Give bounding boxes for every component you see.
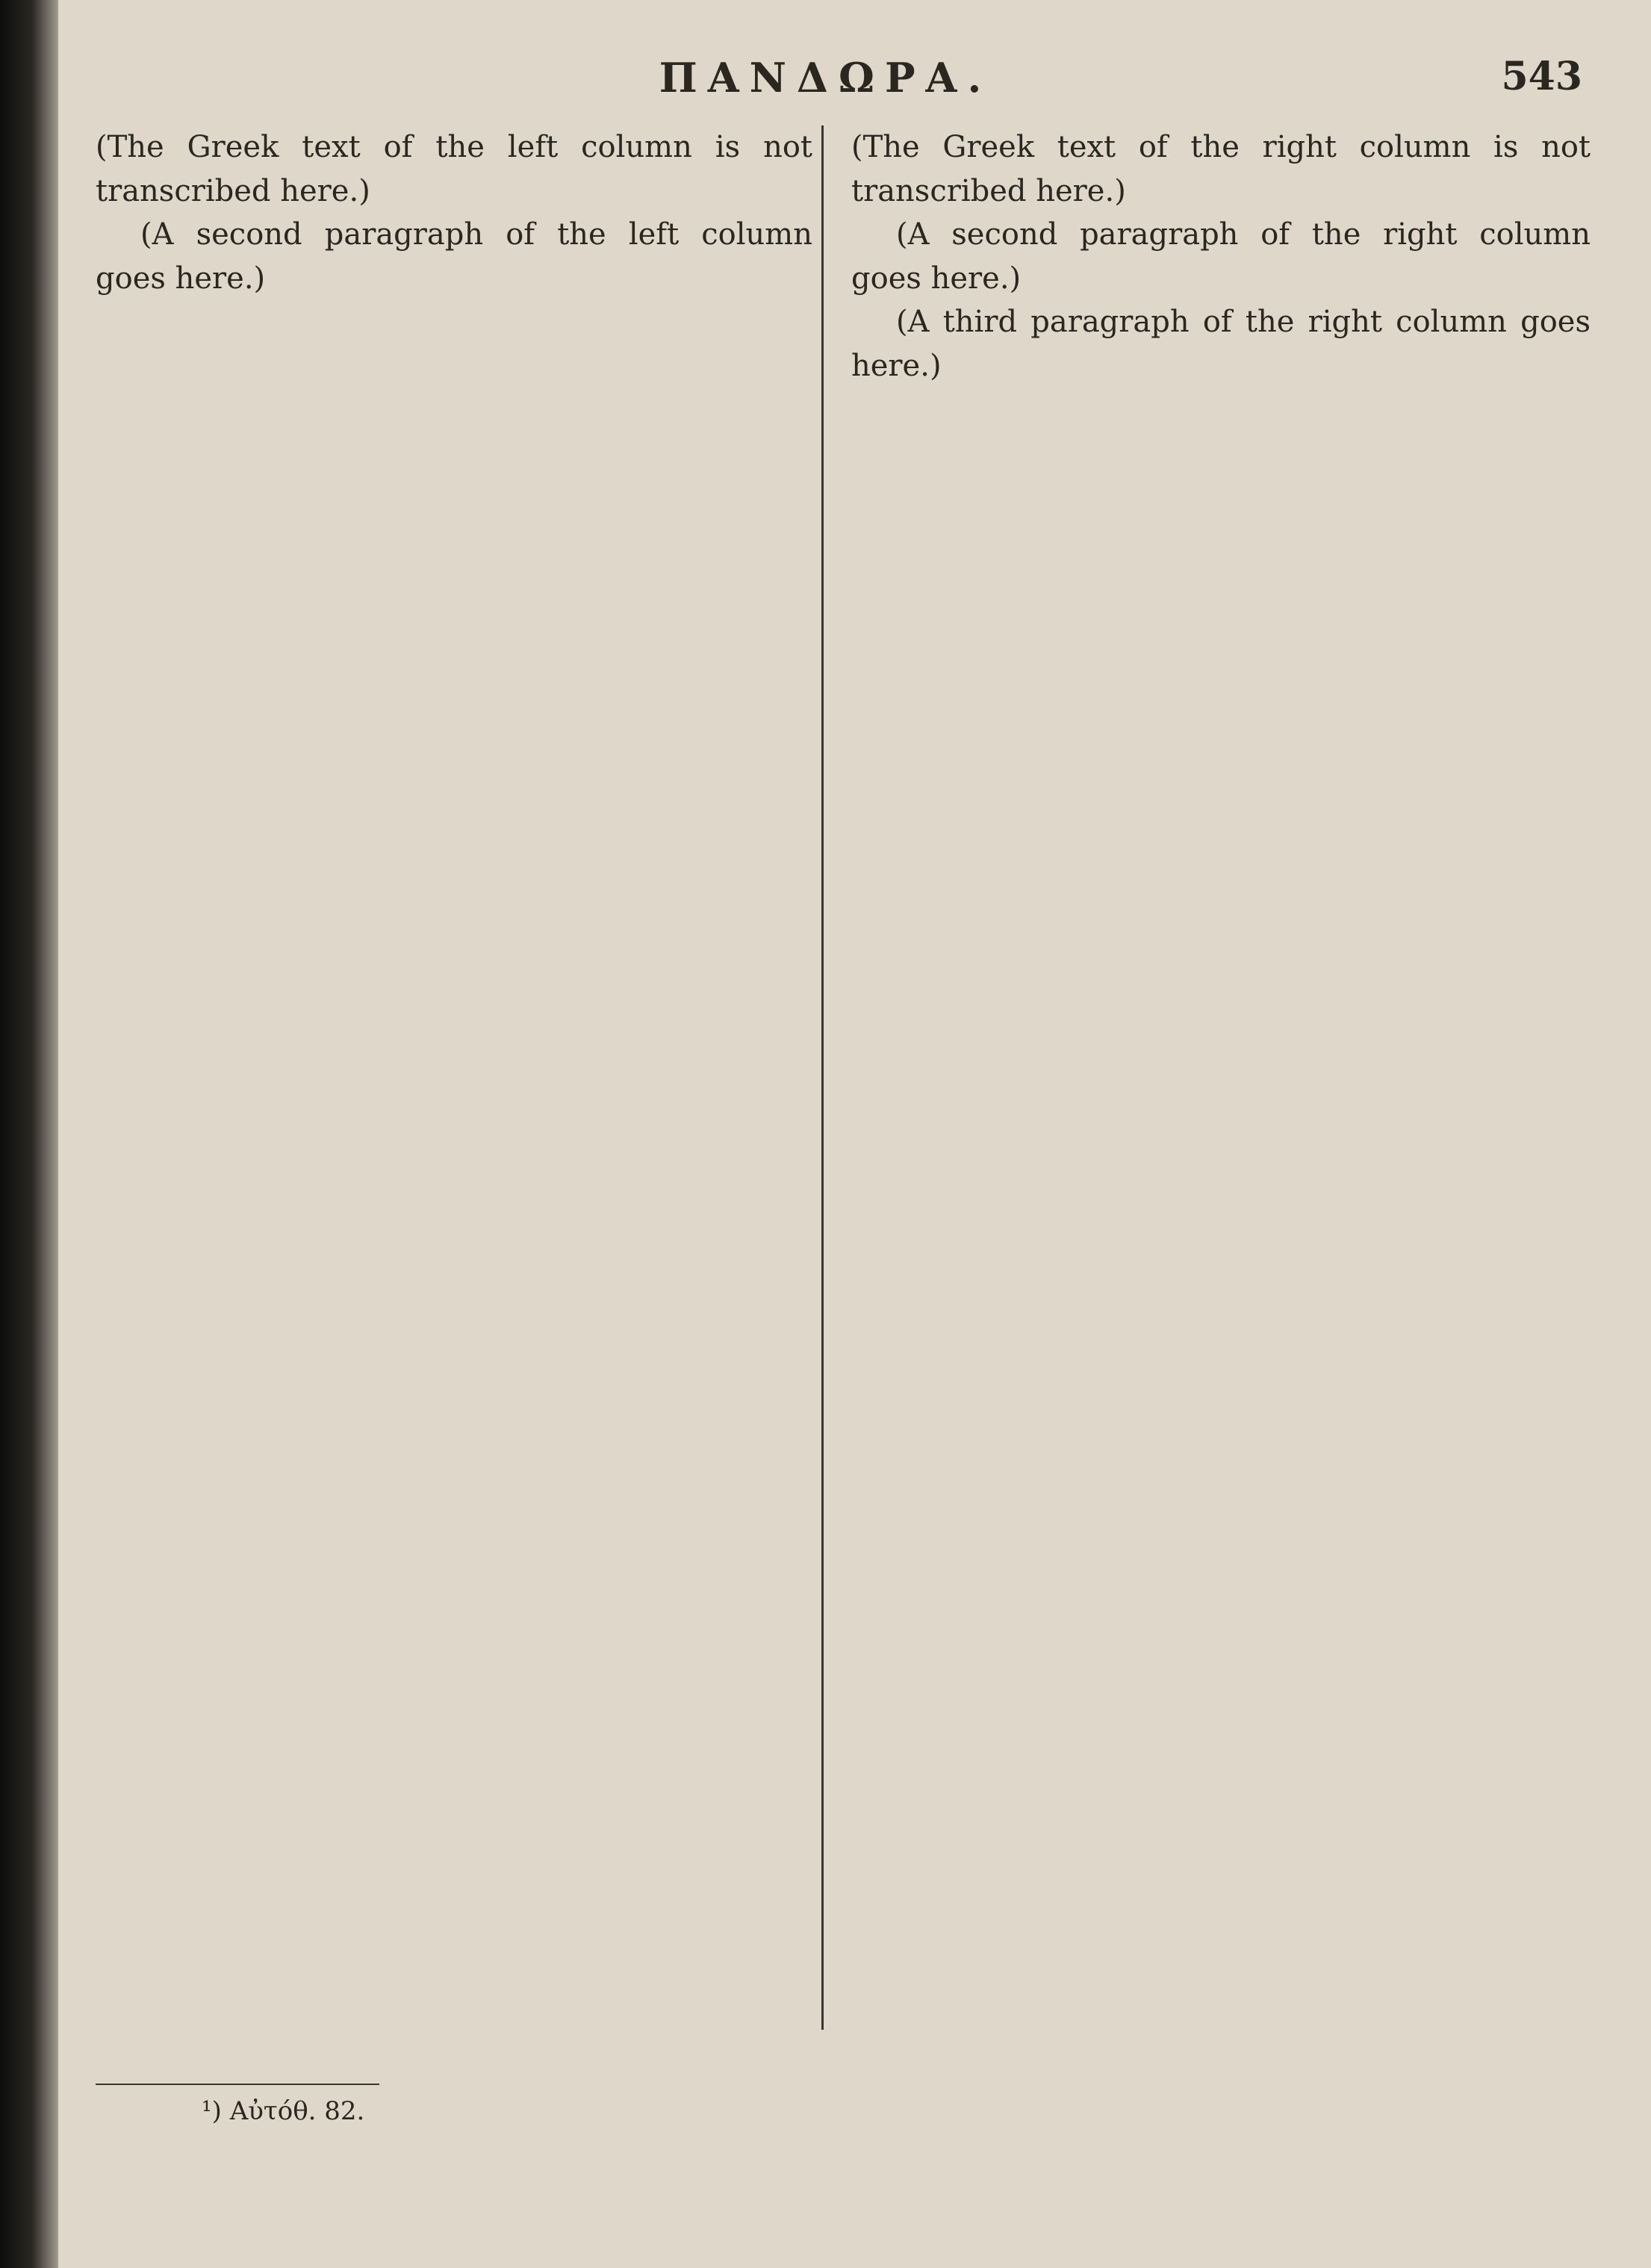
binding-edge [0,0,58,2268]
right-column [851,125,1591,2030]
paragraph: (A second paragraph of the left column goes here.) [96,217,812,296]
left-column [96,125,812,2030]
journal-title: ΠΑΝΔΩΡΑ. [659,54,992,102]
footnote: ¹) Αὐτόθ. 82. [202,2096,365,2126]
paragraph: (The Greek text of the right column is not transcribed here.) [851,130,1591,208]
page-number: 543 [1501,54,1582,99]
footnote-rule [96,2084,379,2085]
paragraph: (The Greek text of the left column is not transcribed here.) [96,130,812,208]
paragraph: (A third paragraph of the right column goes here.) [851,305,1591,383]
paragraph: (A second paragraph of the right column goes here.) [851,217,1591,296]
column-divider [821,125,824,2030]
running-head [0,54,1651,121]
